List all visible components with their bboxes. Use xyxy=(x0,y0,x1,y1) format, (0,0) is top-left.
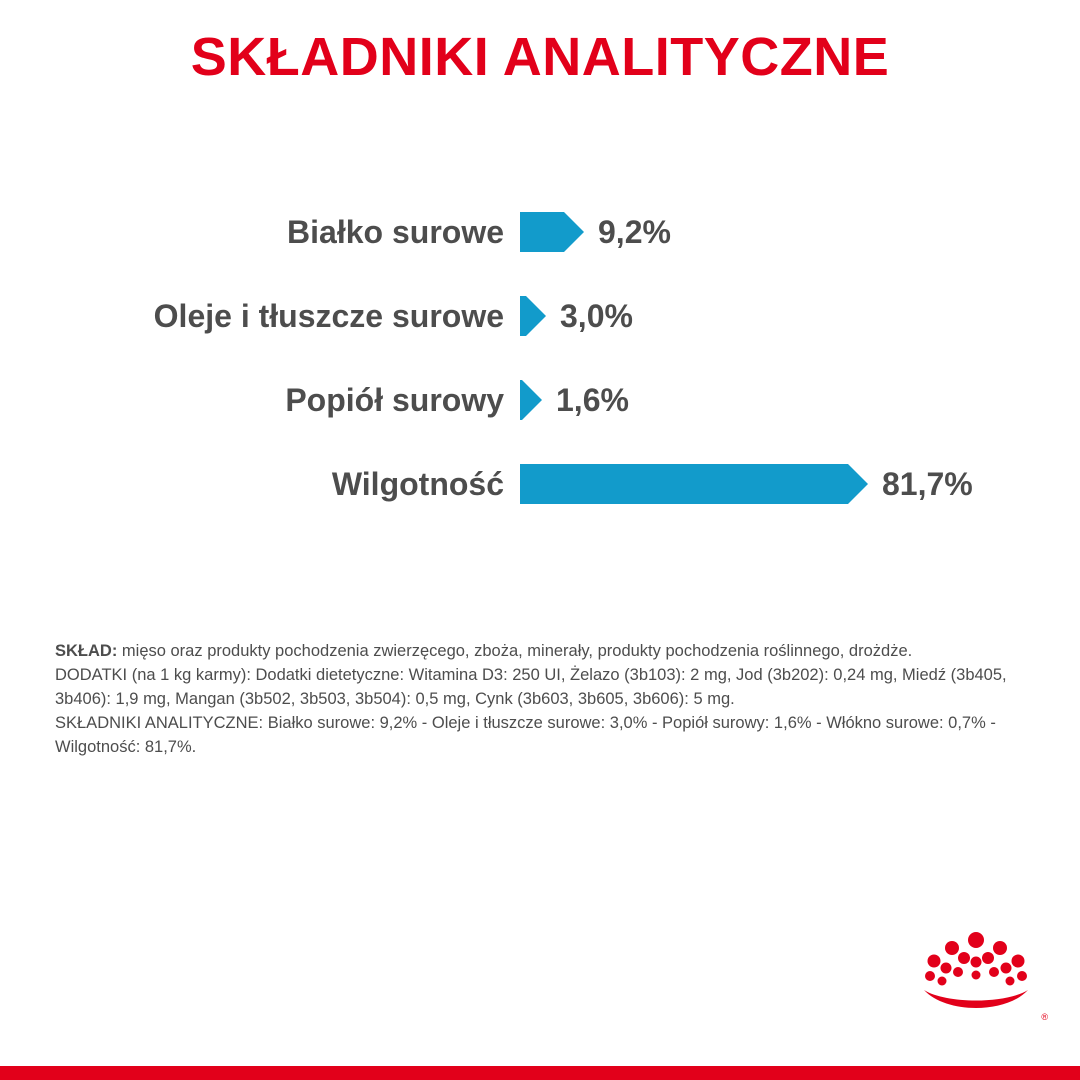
chart-bar xyxy=(520,464,868,504)
chart-row-label: Oleje i tłuszcze surowe xyxy=(153,297,504,334)
royal-canin-crown-logo xyxy=(916,928,1036,1018)
chart-bar-wrap xyxy=(520,212,584,252)
page-title: SKŁADNIKI ANALITYCZNE xyxy=(190,27,890,87)
composition-value: mięso oraz produkty pochodzenia zwierzęcego, zboża, minerały, produkty pochodzenia roślinnego, drożdże. xyxy=(117,642,913,660)
chart-bar-wrap xyxy=(520,464,868,504)
chart-row-value: 81,7% xyxy=(882,465,973,502)
chart-bar xyxy=(520,212,584,252)
bottom-accent-bar xyxy=(0,1066,1080,1080)
chart-row xyxy=(0,442,1080,526)
composition-analytical: SKŁADNIKI ANALITYCZNE: Białko surowe: 9,2% - Oleje i tłuszcze surowe: 3,0% - Popiół surowy: 1,6% - Włókno surowe: 0,7% - Wilgotność: 81,7%. xyxy=(55,713,996,756)
chart-bar xyxy=(520,380,542,420)
chart-row-label: Popiół surowy xyxy=(285,381,504,418)
composition-text xyxy=(55,640,1035,760)
registered-trademark-mark: ® xyxy=(1041,1012,1048,1022)
chart-bar-wrap xyxy=(520,296,546,336)
analytical-constituents-chart xyxy=(0,190,1080,526)
chart-row-value: 3,0% xyxy=(560,297,633,334)
chart-row xyxy=(0,274,1080,358)
composition-label: SKŁAD: xyxy=(55,642,118,660)
chart-row xyxy=(0,190,1080,274)
chart-row-value: 1,6% xyxy=(556,381,629,418)
composition-additives: DODATKI (na 1 kg karmy): Dodatki dietetyczne: Witamina D3: 250 UI, Żelazo (3b103): 2 mg, Jod (3b202): 0,24 mg, Miedź (3b405, 3b406): 1,9 mg, Mangan (3b502, 3b503, 3b504): 0,5 mg, Cynk (3b603, 3b605, 3b606): 5 mg. xyxy=(55,665,1007,708)
chart-row-label: Białko surowe xyxy=(287,213,504,250)
chart-row-value: 9,2% xyxy=(598,213,671,250)
chart-bar xyxy=(520,296,546,336)
chart-row-label: Wilgotność xyxy=(331,465,504,502)
chart-row xyxy=(0,358,1080,442)
chart-bar-wrap xyxy=(520,380,542,420)
composition-ingredients xyxy=(55,640,1035,664)
